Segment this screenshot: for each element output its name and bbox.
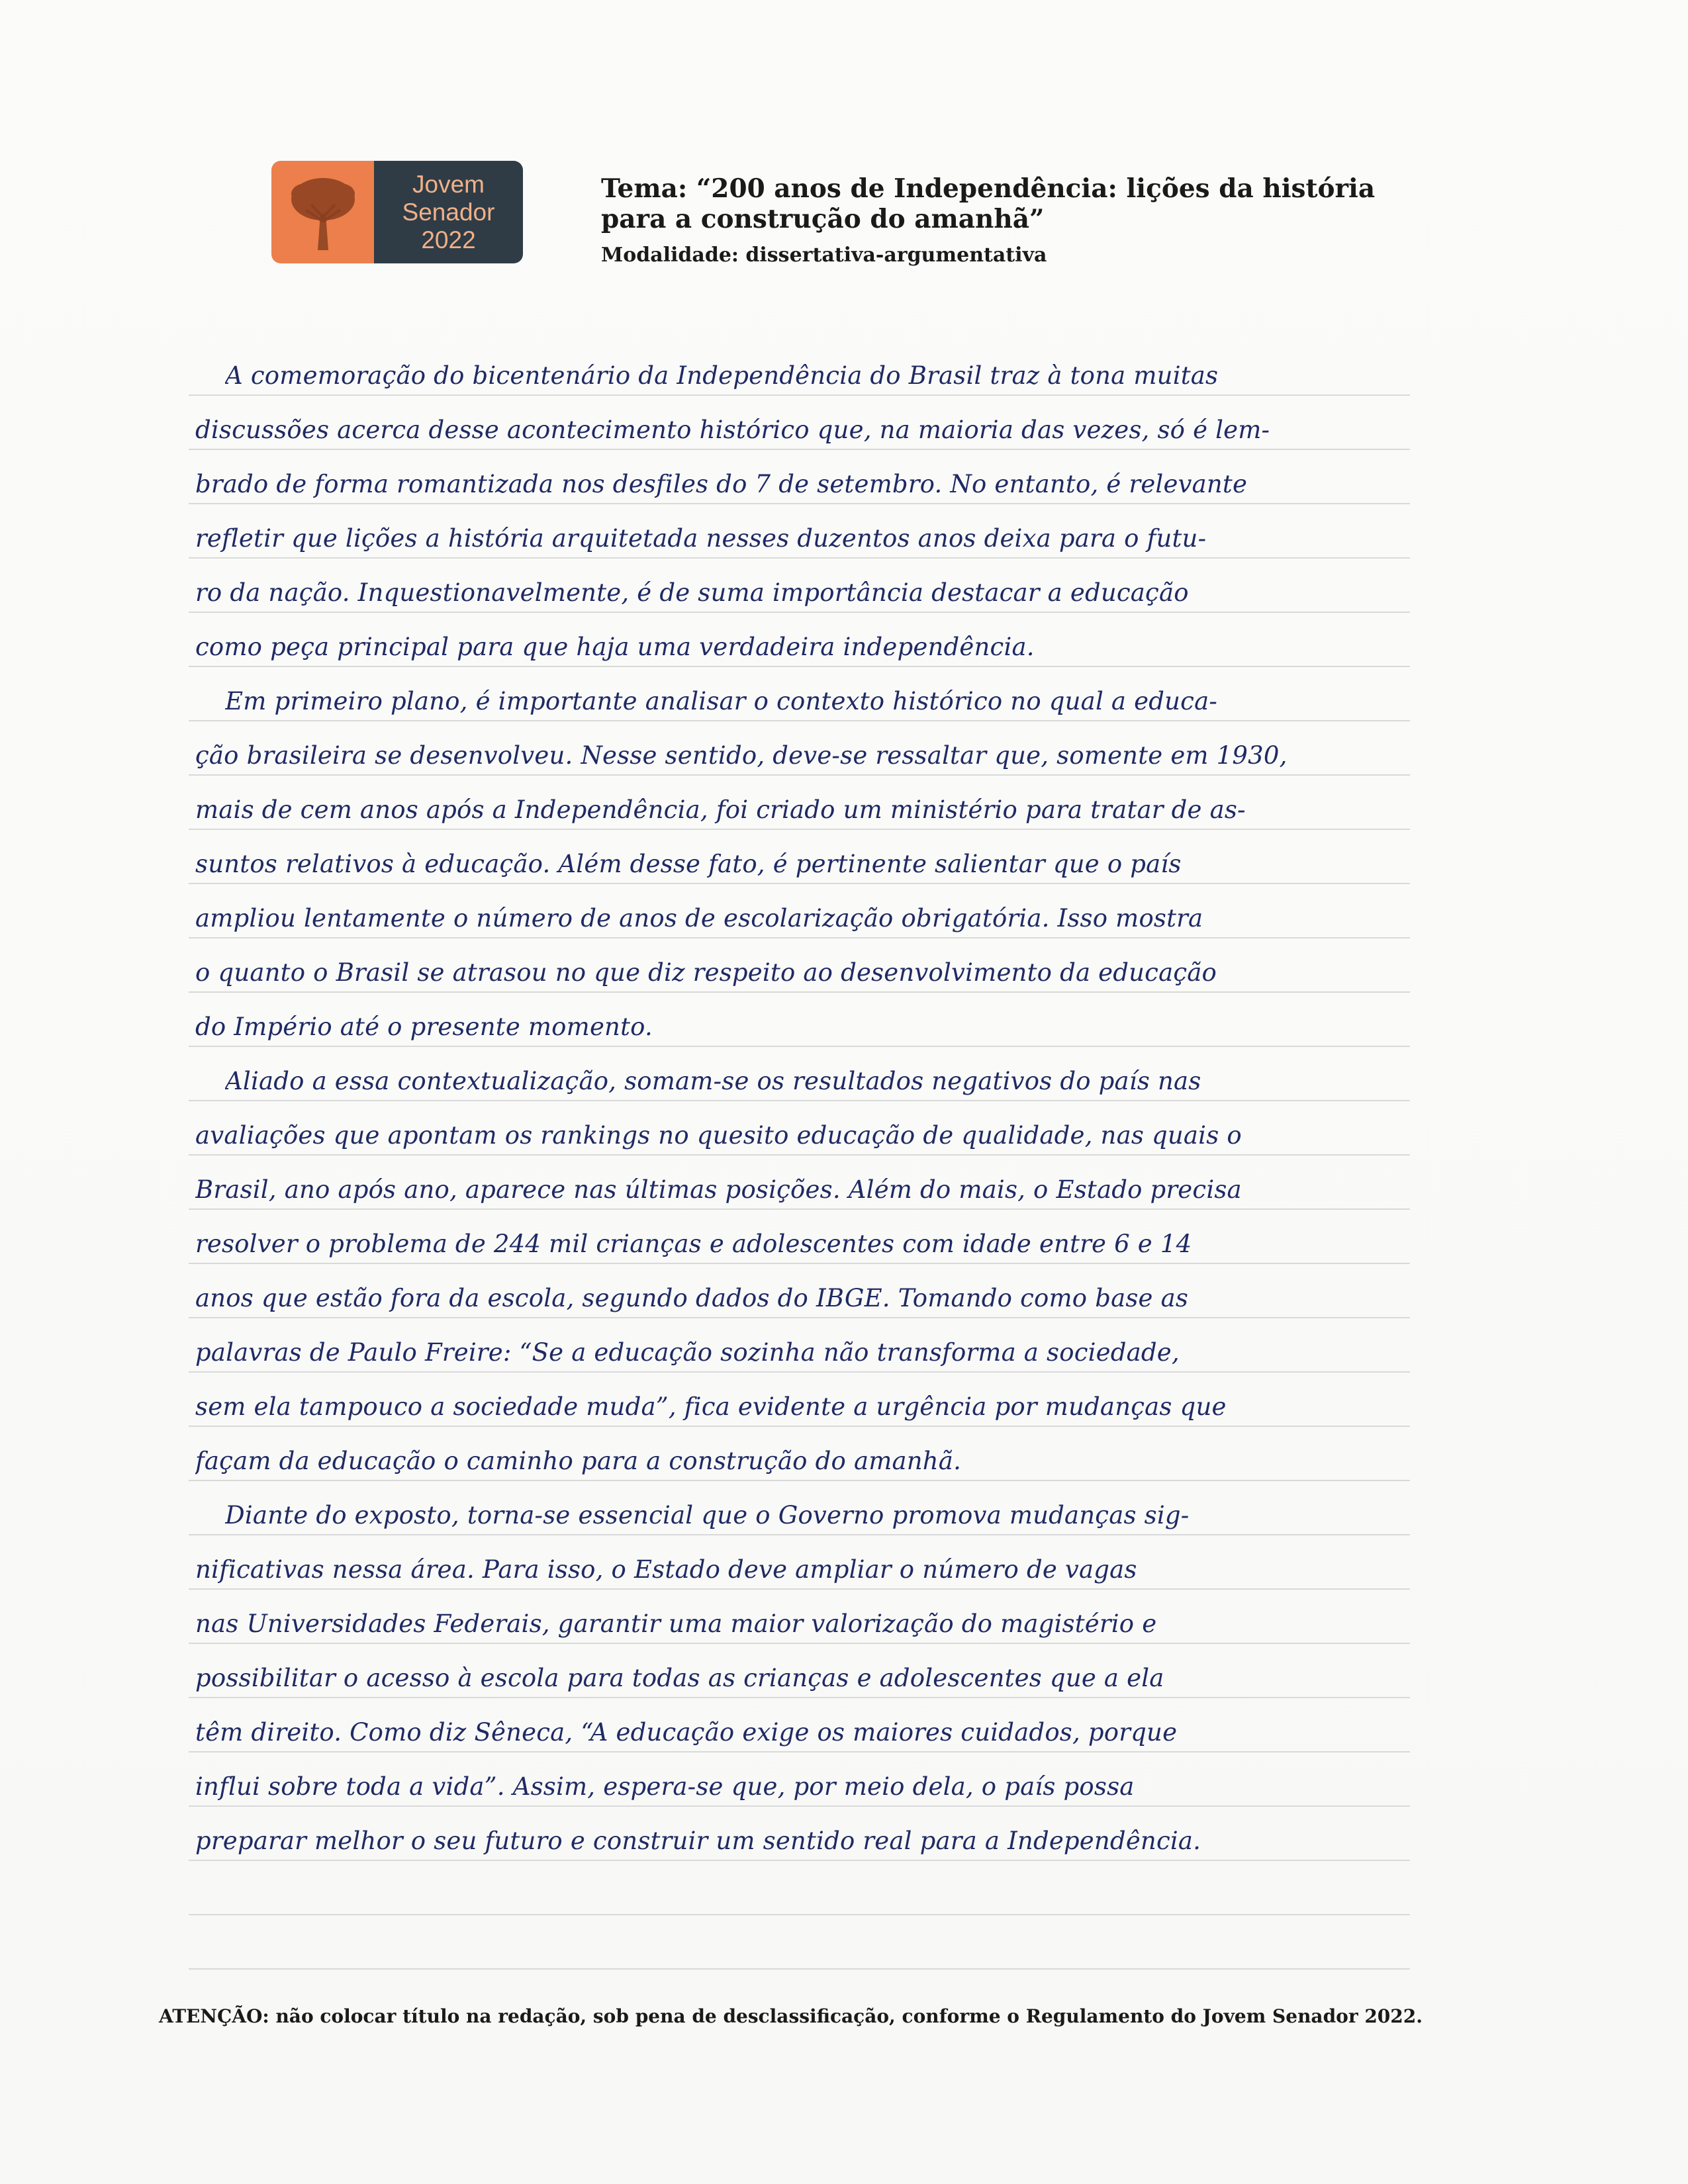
ruled-line (189, 449, 1410, 450)
handwritten-text: Diante do exposto, torna-se essencial que o Governo promova mudanças sig- (225, 1501, 1190, 1529)
theme-title-line-2: para a construção do amanhã” (601, 204, 1045, 234)
logo-wordmark (374, 161, 523, 263)
essay-line (152, 995, 1410, 1050)
handwritten-text: suntos relativos à educação. Além desse fato, é pertinente salientar que o país (195, 850, 1182, 878)
handwritten-text: A comemoração do bicentenário da Independência do Brasil traz à tona muitas (225, 361, 1219, 390)
essay-line (152, 453, 1410, 507)
ruled-line (189, 1100, 1410, 1101)
handwritten-text: anos que estão fora da escola, segundo dados do IBGE. Tomando como base as (195, 1284, 1189, 1312)
logo-line-2: Senador (402, 198, 495, 226)
essay-line (152, 941, 1410, 995)
handwritten-text: do Império até o presente momento. (195, 1013, 653, 1041)
handwritten-text: discussões acerca desse acontecimento histórico que, na maioria das vezes, só é lem- (195, 416, 1270, 444)
ruled-line (189, 1426, 1410, 1427)
ruled-line (189, 612, 1410, 613)
ruled-line (189, 1317, 1410, 1318)
ruled-line (189, 557, 1410, 559)
ruled-line (189, 1860, 1410, 1861)
essay-line (152, 1321, 1410, 1375)
essay-line (152, 1104, 1410, 1158)
ruled-line (189, 666, 1410, 667)
attention-note: ATENÇÃO: não colocar título na redação, sob pena de desclassificação, conforme o Regulamento do Jovem Senador 2022. (159, 2005, 1423, 2027)
handwritten-text: Em primeiro plano, é importante analisar o contexto histórico no qual a educa- (225, 687, 1218, 715)
essay-line (152, 1809, 1410, 1864)
theme-title-line-1: Tema: “200 anos de Independência: lições da história (601, 173, 1376, 204)
ruled-line (189, 1914, 1410, 1915)
handwritten-text: nas Universidades Federais, garantir uma maior valorização do magistério e (195, 1610, 1157, 1638)
ruled-line (189, 774, 1410, 776)
ruled-line (189, 1154, 1410, 1156)
essay-line (152, 1918, 1410, 1972)
essay-line (152, 1864, 1410, 1918)
tree-icon (271, 161, 374, 263)
ruled-line (189, 991, 1410, 993)
handwritten-text: possibilitar o acesso à escola para todas as crianças e adolescentes que a ela (195, 1664, 1164, 1692)
essay-line (152, 1375, 1410, 1430)
essay-line (152, 1701, 1410, 1755)
essay-line (152, 561, 1410, 615)
jovem-senador-logo (271, 161, 523, 263)
essay-line (152, 1647, 1410, 1701)
ruled-line (189, 829, 1410, 830)
ruled-line (189, 1588, 1410, 1590)
ruled-line (189, 1480, 1410, 1481)
ruled-line (189, 1968, 1410, 1970)
theme-title (601, 173, 1462, 234)
handwritten-text: mais de cem anos após a Independência, foi criado um ministério para tratar de as- (195, 796, 1246, 824)
handwritten-text: ampliou lentamente o número de anos de escolarização obrigatória. Isso mostra (195, 904, 1203, 933)
essay-line (152, 344, 1410, 398)
handwritten-text: brado de forma romantizada nos desfiles do 7 de setembro. No entanto, é relevante (195, 470, 1248, 498)
ruled-line (189, 394, 1410, 396)
handwritten-text: ro da nação. Inquestionavelmente, é de suma importância destacar a educação (195, 578, 1189, 607)
essay-line (152, 1267, 1410, 1321)
handwritten-text: façam da educação o caminho para a construção do amanhã. (195, 1447, 962, 1475)
handwritten-text: ção brasileira se desenvolveu. Nesse sentido, deve-se ressaltar que, somente em 1930, (195, 741, 1288, 770)
essay-line (152, 724, 1410, 778)
essay-line (152, 1158, 1410, 1212)
theme-block (601, 173, 1462, 267)
handwritten-text: nificativas nessa área. Para isso, o Estado deve ampliar o número de vagas (195, 1555, 1137, 1584)
ruled-line (189, 1263, 1410, 1264)
essay-line (152, 833, 1410, 887)
essay-line (152, 887, 1410, 941)
essay-line (152, 1755, 1410, 1809)
handwritten-text: preparar melhor o seu futuro e construir um sentido real para a Independência. (195, 1827, 1201, 1855)
ruled-line (189, 1643, 1410, 1644)
essay-line (152, 1538, 1410, 1592)
ruled-line (189, 1534, 1410, 1535)
essay-line (152, 1212, 1410, 1267)
essay-line (152, 1430, 1410, 1484)
handwritten-text: Aliado a essa contextualização, somam-se os resultados negativos do país nas (225, 1067, 1201, 1095)
handwritten-text: resolver o problema de 244 mil crianças e adolescentes com idade entre 6 e 14 (195, 1230, 1192, 1258)
essay-line (152, 1592, 1410, 1647)
ruled-line (189, 503, 1410, 504)
essay-line (152, 1050, 1410, 1104)
logo-emblem (271, 161, 374, 263)
modality-label: Modalidade: dissertativa-argumentativa (601, 244, 1047, 267)
handwritten-text: como peça principal para que haja uma verdadeira independência. (195, 633, 1035, 661)
handwritten-text: palavras de Paulo Freire: “Se a educação sozinha não transforma a sociedade, (195, 1338, 1180, 1367)
essay-line (152, 398, 1410, 453)
ruled-line (189, 1208, 1410, 1210)
ruled-line (189, 1697, 1410, 1698)
handwritten-text: o quanto o Brasil se atrasou no que diz respeito ao desenvolvimento da educação (195, 958, 1217, 987)
ruled-line (189, 1805, 1410, 1807)
essay-line (152, 615, 1410, 670)
handwritten-text: refletir que lições a história arquitetada nesses duzentos anos deixa para o futu- (195, 524, 1207, 553)
ruled-line (189, 1046, 1410, 1047)
handwritten-text: têm direito. Como diz Sêneca, “A educação exige os maiores cuidados, porque (195, 1718, 1178, 1747)
essay-line (152, 1484, 1410, 1538)
essay-lines (152, 344, 1410, 1979)
ruled-line (189, 1371, 1410, 1373)
essay-line (152, 507, 1410, 561)
handwritten-text: avaliações que apontam os rankings no quesito educação de qualidade, nas quais o (195, 1121, 1242, 1150)
handwritten-text: sem ela tampouco a sociedade muda”, fica evidente a urgência por mudanças que (195, 1392, 1227, 1421)
handwritten-text: influi sobre toda a vida”. Assim, espera-se que, por meio dela, o país possa (195, 1772, 1135, 1801)
ruled-line (189, 1751, 1410, 1752)
ruled-line (189, 720, 1410, 721)
handwritten-text: Brasil, ano após ano, aparece nas últimas posições. Além do mais, o Estado precisa (195, 1175, 1242, 1204)
ruled-line (189, 883, 1410, 884)
essay-line (152, 778, 1410, 833)
logo-line-3: 2022 (421, 226, 476, 253)
essay-line (152, 670, 1410, 724)
ruled-line (189, 937, 1410, 938)
logo-line-1: Jovem (412, 170, 485, 198)
